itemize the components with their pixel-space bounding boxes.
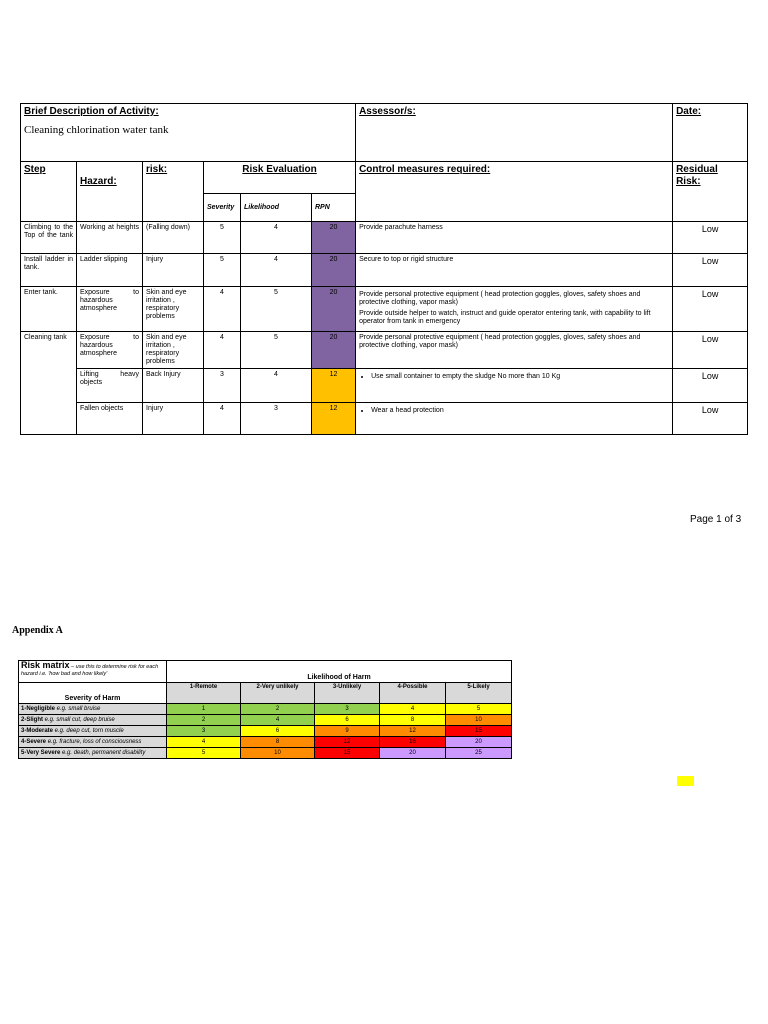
header-row-activity <box>21 104 748 162</box>
matrix-cell: 3 <box>167 726 241 737</box>
residual-cell: Low <box>673 254 748 287</box>
matrix-columns-row <box>19 683 512 704</box>
control-text: Provide personal protective equipment ( head protection goggles, gloves, safety shoes and protective clothing, vapor mask) <box>359 291 641 306</box>
matrix-cell: 10 <box>446 715 512 726</box>
step-cell: Cleaning tank <box>21 332 77 435</box>
likelihood-cell: 4 <box>241 369 312 403</box>
page-number: Page 1 of 3 <box>690 514 742 525</box>
rpn-header: RPN <box>312 194 356 222</box>
matrix-cell: 20 <box>446 737 512 748</box>
table-row <box>21 254 748 287</box>
matrix-cell: 6 <box>315 715 380 726</box>
matrix-row <box>19 737 512 748</box>
residual-header: Residual Risk: <box>673 162 748 222</box>
residual-cell: Low <box>673 222 748 254</box>
yellow-highlight-mark <box>677 776 694 786</box>
matrix-cell: 5 <box>167 748 241 759</box>
control-text: Provide outside helper to watch, instruct and guide operator entering tank, with capability to lift operator from tank in emergency <box>359 310 651 325</box>
matrix-cell: 15 <box>315 748 380 759</box>
rpn-cell: 12 <box>312 369 356 403</box>
risk-cell: Injury <box>143 403 204 435</box>
rpn-cell: 12 <box>312 403 356 435</box>
matrix-cell: 2 <box>241 704 315 715</box>
matrix-row <box>19 704 512 715</box>
likelihood-column-header: 1-Remote <box>167 683 241 704</box>
severity-label: 2-Slight e.g. small cut, deep bruise <box>19 715 167 726</box>
hazard-cell: Lifting heavy objects <box>77 369 143 403</box>
step-header: Step <box>21 162 77 222</box>
hazard-cell: Ladder slipping <box>77 254 143 287</box>
risk-evaluation-header: Risk Evaluation <box>204 162 356 194</box>
matrix-cell: 9 <box>315 726 380 737</box>
hazard-header: Hazard: <box>77 162 143 222</box>
rpn-cell: 20 <box>312 287 356 332</box>
matrix-cell: 2 <box>167 715 241 726</box>
date-cell <box>673 104 748 162</box>
step-cell: Climbing to the Top of the tank <box>21 222 77 254</box>
matrix-cell: 12 <box>380 726 446 737</box>
matrix-cell: 8 <box>380 715 446 726</box>
matrix-title-cell <box>19 661 167 683</box>
likelihood-cell: 5 <box>241 332 312 369</box>
severity-header: Severity <box>204 194 241 222</box>
matrix-cell: 6 <box>241 726 315 737</box>
severity-cell: 3 <box>204 369 241 403</box>
matrix-cell: 4 <box>167 737 241 748</box>
likelihood-column-header: 5-Likely <box>446 683 512 704</box>
matrix-cell: 15 <box>446 726 512 737</box>
severity-label: 5-Very Severe e.g. death, permanent disability <box>19 748 167 759</box>
hazard-cell: Fallen objects <box>77 403 143 435</box>
residual-cell: Low <box>673 369 748 403</box>
matrix-title-row <box>19 661 512 683</box>
matrix-cell: 1 <box>167 704 241 715</box>
likelihood-cell: 4 <box>241 254 312 287</box>
table-row <box>21 332 748 369</box>
likelihood-column-header: 2-Very unlikely <box>241 683 315 704</box>
matrix-cell: 5 <box>446 704 512 715</box>
risk-cell: Back Injury <box>143 369 204 403</box>
control-bullet: • Use small container to empty the sludge No more than 10 Kg <box>371 373 669 381</box>
severity-label: 3-Moderate e.g. deep cut, torn muscle <box>19 726 167 737</box>
likelihood-cell: 4 <box>241 222 312 254</box>
likelihood-cell: 5 <box>241 287 312 332</box>
activity-description: Cleaning chlorination water tank <box>24 124 169 136</box>
severity-cell: 5 <box>204 254 241 287</box>
likelihood-column-header: 3-Unlikely <box>315 683 380 704</box>
control-bullet: • Wear a head protection <box>371 407 669 415</box>
brief-description-label: Brief Description of Activity: <box>24 106 159 117</box>
matrix-cell: 16 <box>380 737 446 748</box>
risk-header: risk: <box>143 162 204 222</box>
hazard-cell: Working at heights <box>77 222 143 254</box>
assessors-label: Assessor/s: <box>359 106 416 117</box>
activity-cell <box>21 104 356 162</box>
date-label: Date: <box>676 106 702 117</box>
rpn-cell: 20 <box>312 222 356 254</box>
matrix-row <box>19 748 512 759</box>
severity-label: 4-Severe e.g. fracture, loss of consciousness <box>19 737 167 748</box>
matrix-cell: 8 <box>241 737 315 748</box>
control-header: Control measures required: <box>356 162 673 222</box>
risk-matrix-table <box>18 660 512 759</box>
matrix-row <box>19 715 512 726</box>
matrix-cell: 4 <box>380 704 446 715</box>
hazard-cell: Exposure to hazardous atmosphere <box>77 332 143 369</box>
matrix-cell: 12 <box>315 737 380 748</box>
likelihood-header: Likelihood <box>241 194 312 222</box>
table-row <box>21 287 748 332</box>
matrix-note: – use this to determine risk for each hazard i.e. 'how bad and how likely' <box>21 664 159 677</box>
residual-cell: Low <box>673 332 748 369</box>
matrix-cell: 4 <box>241 715 315 726</box>
matrix-cell: 20 <box>380 748 446 759</box>
control-cell: Secure to top or rigid structure <box>356 254 673 287</box>
rpn-cell: 20 <box>312 332 356 369</box>
matrix-cell: 3 <box>315 704 380 715</box>
likelihood-column-header: 4-Possible <box>380 683 446 704</box>
step-cell: Install ladder in tank. <box>21 254 77 287</box>
control-cell <box>356 403 673 435</box>
matrix-title: Risk matrix <box>21 660 70 670</box>
risk-cell: (Falling down) <box>143 222 204 254</box>
control-cell <box>356 287 673 332</box>
hazard-cell: Exposure to hazardous atmosphere <box>77 287 143 332</box>
likelihood-cell: 3 <box>241 403 312 435</box>
table-row <box>21 403 748 435</box>
table-row <box>21 369 748 403</box>
risk-cell: Skin and eye irritation , respiratory problems <box>143 287 204 332</box>
matrix-cell: 25 <box>446 748 512 759</box>
header-row-columns <box>21 162 748 194</box>
assessors-cell <box>356 104 673 162</box>
matrix-row <box>19 726 512 737</box>
matrix-cell: 10 <box>241 748 315 759</box>
risk-cell: Skin and eye irritation , respiratory problems <box>143 332 204 369</box>
risk-cell: Injury <box>143 254 204 287</box>
severity-header: Severity of Harm <box>19 683 167 704</box>
severity-cell: 4 <box>204 403 241 435</box>
control-cell <box>356 369 673 403</box>
step-cell: Enter tank. <box>21 287 77 332</box>
severity-label: 1-Negligible e.g. small bruise <box>19 704 167 715</box>
risk-assessment-table <box>20 103 748 435</box>
likelihood-header: Likelihood of Harm <box>167 661 512 683</box>
residual-cell: Low <box>673 403 748 435</box>
control-cell: Provide parachute harness <box>356 222 673 254</box>
rpn-cell: 20 <box>312 254 356 287</box>
control-cell: Provide personal protective equipment ( head protection goggles, gloves, safety shoes and protective clothing, vapor mask) <box>356 332 673 369</box>
severity-cell: 4 <box>204 287 241 332</box>
severity-cell: 4 <box>204 332 241 369</box>
table-row <box>21 222 748 254</box>
appendix-title: Appendix A <box>12 625 63 636</box>
residual-cell: Low <box>673 287 748 332</box>
severity-cell: 5 <box>204 222 241 254</box>
